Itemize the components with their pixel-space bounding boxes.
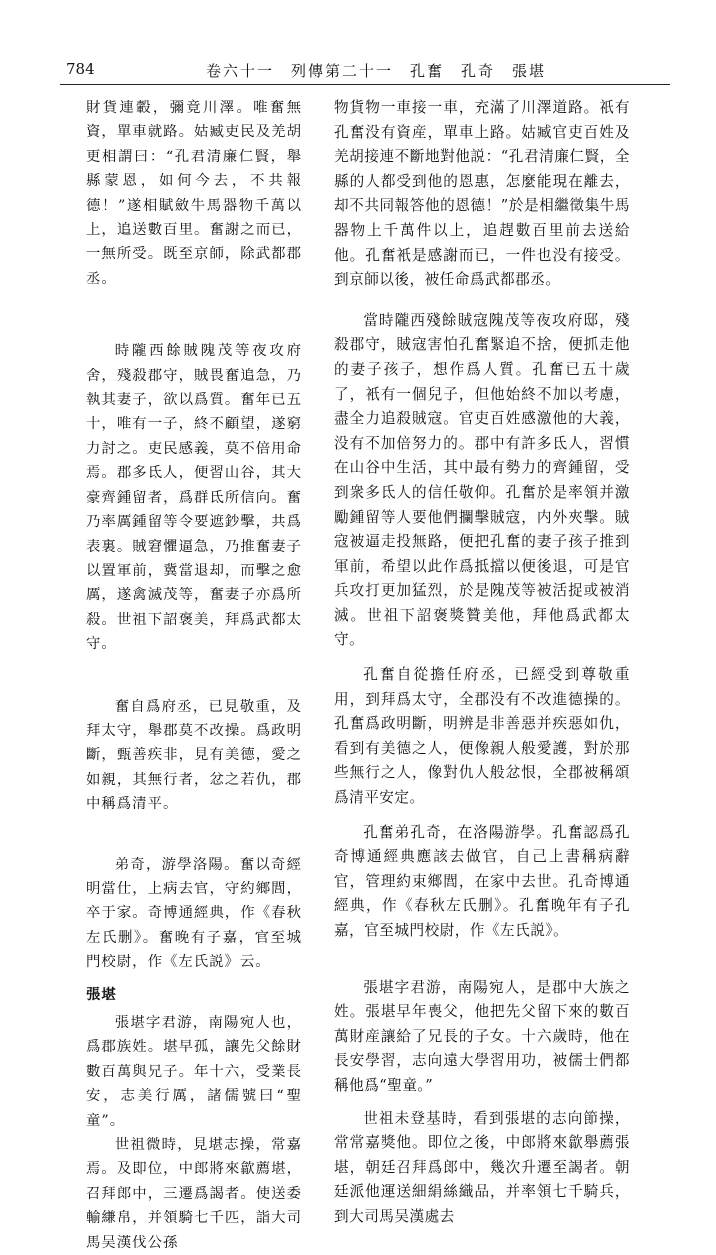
page-number: 784 bbox=[66, 60, 95, 78]
running-header: 卷六十一 列傳第二十一 孔奮 孔奇 張堪 bbox=[206, 62, 547, 80]
classical-paragraph: 弟奇，游學洛陽。奮以奇經明當仕，上病去官，守約鄉閭，卒于家。奇博通經典，作《春秋左氏删》。奮晚有子嘉，官至城門校尉，作《左氏説》云。 bbox=[86, 856, 302, 971]
translation-paragraph: 張堪字君游，南陽宛人，是郡中大族之姓。張堪早年喪父，他把先父留下來的數百萬財産讓給了兄長的子女。十六歲時，他在長安學習，志向遠大學習用功，被儒士們都稱他爲“聖童。” bbox=[334, 978, 630, 1094]
classical-paragraph: 財貨連轂，彌竟川澤。唯奮無資，單車就路。姑臧吏民及羌胡更相謂曰：“孔君清廉仁賢，舉縣蒙恩，如何今去，不共報德！”遂相賦斂牛馬器物千萬以上，追送數百里。奮謝之而已，一無所受。既至京師，除武都郡丞。 bbox=[86, 100, 302, 287]
classical-text-column bbox=[86, 96, 302, 1255]
translation-paragraph: 孔奮自從擔任府丞，已經受到尊敬重用，到拜爲太守，全郡没有不改進德操的。孔奮爲政明斷，明辨是非善惡并疾惡如仇，看到有美德之人，便像親人般愛護，對於那些無行之人，像對仇人般忿恨，全郡被稱頌爲清平安定。 bbox=[334, 666, 630, 807]
classical-paragraph: 時隴西餘賊隗茂等夜攻府舍，殘殺郡守，賊畏奮追急，乃執其妻子，欲以爲質。奮年已五十，唯有一子，終不顧望，遂窮力討之。吏民感義，莫不倍用命焉。郡多氐人，便習山谷，其大豪齊鍾留者，爲群氐所信向。奮乃率厲鍾留等令要遮鈔擊，共爲表裏。賊窘懼逼急，乃推奮妻子以置軍前，冀當退却，而擊之愈厲，遂禽滅茂等，奮妻子亦爲所殺。世祖下詔褒美，拜爲武都太守。 bbox=[86, 343, 302, 653]
translation-paragraph: 世祖未登基時，看到張堪的志向節操，常常嘉獎他。即位之後，中郎將來歙舉薦張堪，朝廷召拜爲郎中，幾次升遷至謁者。朝廷派他運送細絹絲織品，并率領七千騎兵，到大司馬吴漢處去 bbox=[334, 1109, 630, 1225]
classical-paragraph: 世祖微時，見堪志操，常嘉焉。及即位，中郎將來歙薦堪，召拜郎中，三遷爲謁者。使送委輸縑帛，并領騎七千匹，詣大司馬吴漢伐公孫 bbox=[86, 1137, 302, 1251]
section-heading: 張堪 bbox=[86, 985, 117, 1003]
header-rule bbox=[60, 84, 670, 85]
translation-column bbox=[334, 96, 630, 1230]
translation-paragraph: 當時隴西殘餘賊寇隗茂等夜攻府邸，殘殺郡守，賊寇害怕孔奮緊追不捨，便抓走他的妻子孩子，想作爲人質。孔奮已五十歲了，衹有一個兒子，但他始終不加以考慮，盡全力追殺賊寇。官吏百姓感激他的大義，没有不加倍努力的。郡中有許多氐人，習慣在山谷中生活，其中最有勢力的齊鍾留，受到衆多氐人的信任敬仰。孔奮於是率領并激勵鍾留等人要他們攔擊賊寇，内外夾擊。賊寇被逼走投無路，便把孔奮的妻子孩子推到軍前，希望以此作爲抵擋以便後退，可是官兵攻打更加猛烈，於是隗茂等被活捉或被消滅。世祖下詔褒獎贊美他，拜他爲武都太守。 bbox=[334, 311, 630, 649]
translation-paragraph: 孔奮弟孔奇，在洛陽游學。孔奮認爲孔奇博通經典應該去做官，自己上書稱病辭官，管理約束鄉閭，在家中去世。孔奇博通經典，作《春秋左氏删》。孔奮晚年有子孔嘉，官至城門校尉，作《左氏説》。 bbox=[334, 823, 630, 939]
translation-paragraph: 物貨物一車接一車，充滿了川澤道路。祇有孔奮没有資産，單車上路。姑臧官吏百姓及羌胡接連不斷地對他説：“孔君清廉仁賢，全縣的人都受到他的恩惠，怎麼能現在離去，却不共同報答他的恩德！”於是相繼徵集牛馬器物上千萬件以上，追趕數百里前去送給他。孔奮衹是感謝而已，一件也没有接受。到京師以後，被任命爲武都郡丞。 bbox=[334, 99, 630, 289]
classical-paragraph: 奮自爲府丞，已見敬重，及拜太守，舉郡莫不改操。爲政明斷，甄善疾非，見有美德，愛之如親，其無行者，忿之若仇，郡中稱爲清平。 bbox=[86, 698, 302, 813]
classical-paragraph: 張堪字君游，南陽宛人也，爲郡族姓。堪早孤，讓先父餘財數百萬與兄子。年十六，受業長安，志美行厲，諸儒號曰“聖童”。 bbox=[86, 1015, 302, 1129]
